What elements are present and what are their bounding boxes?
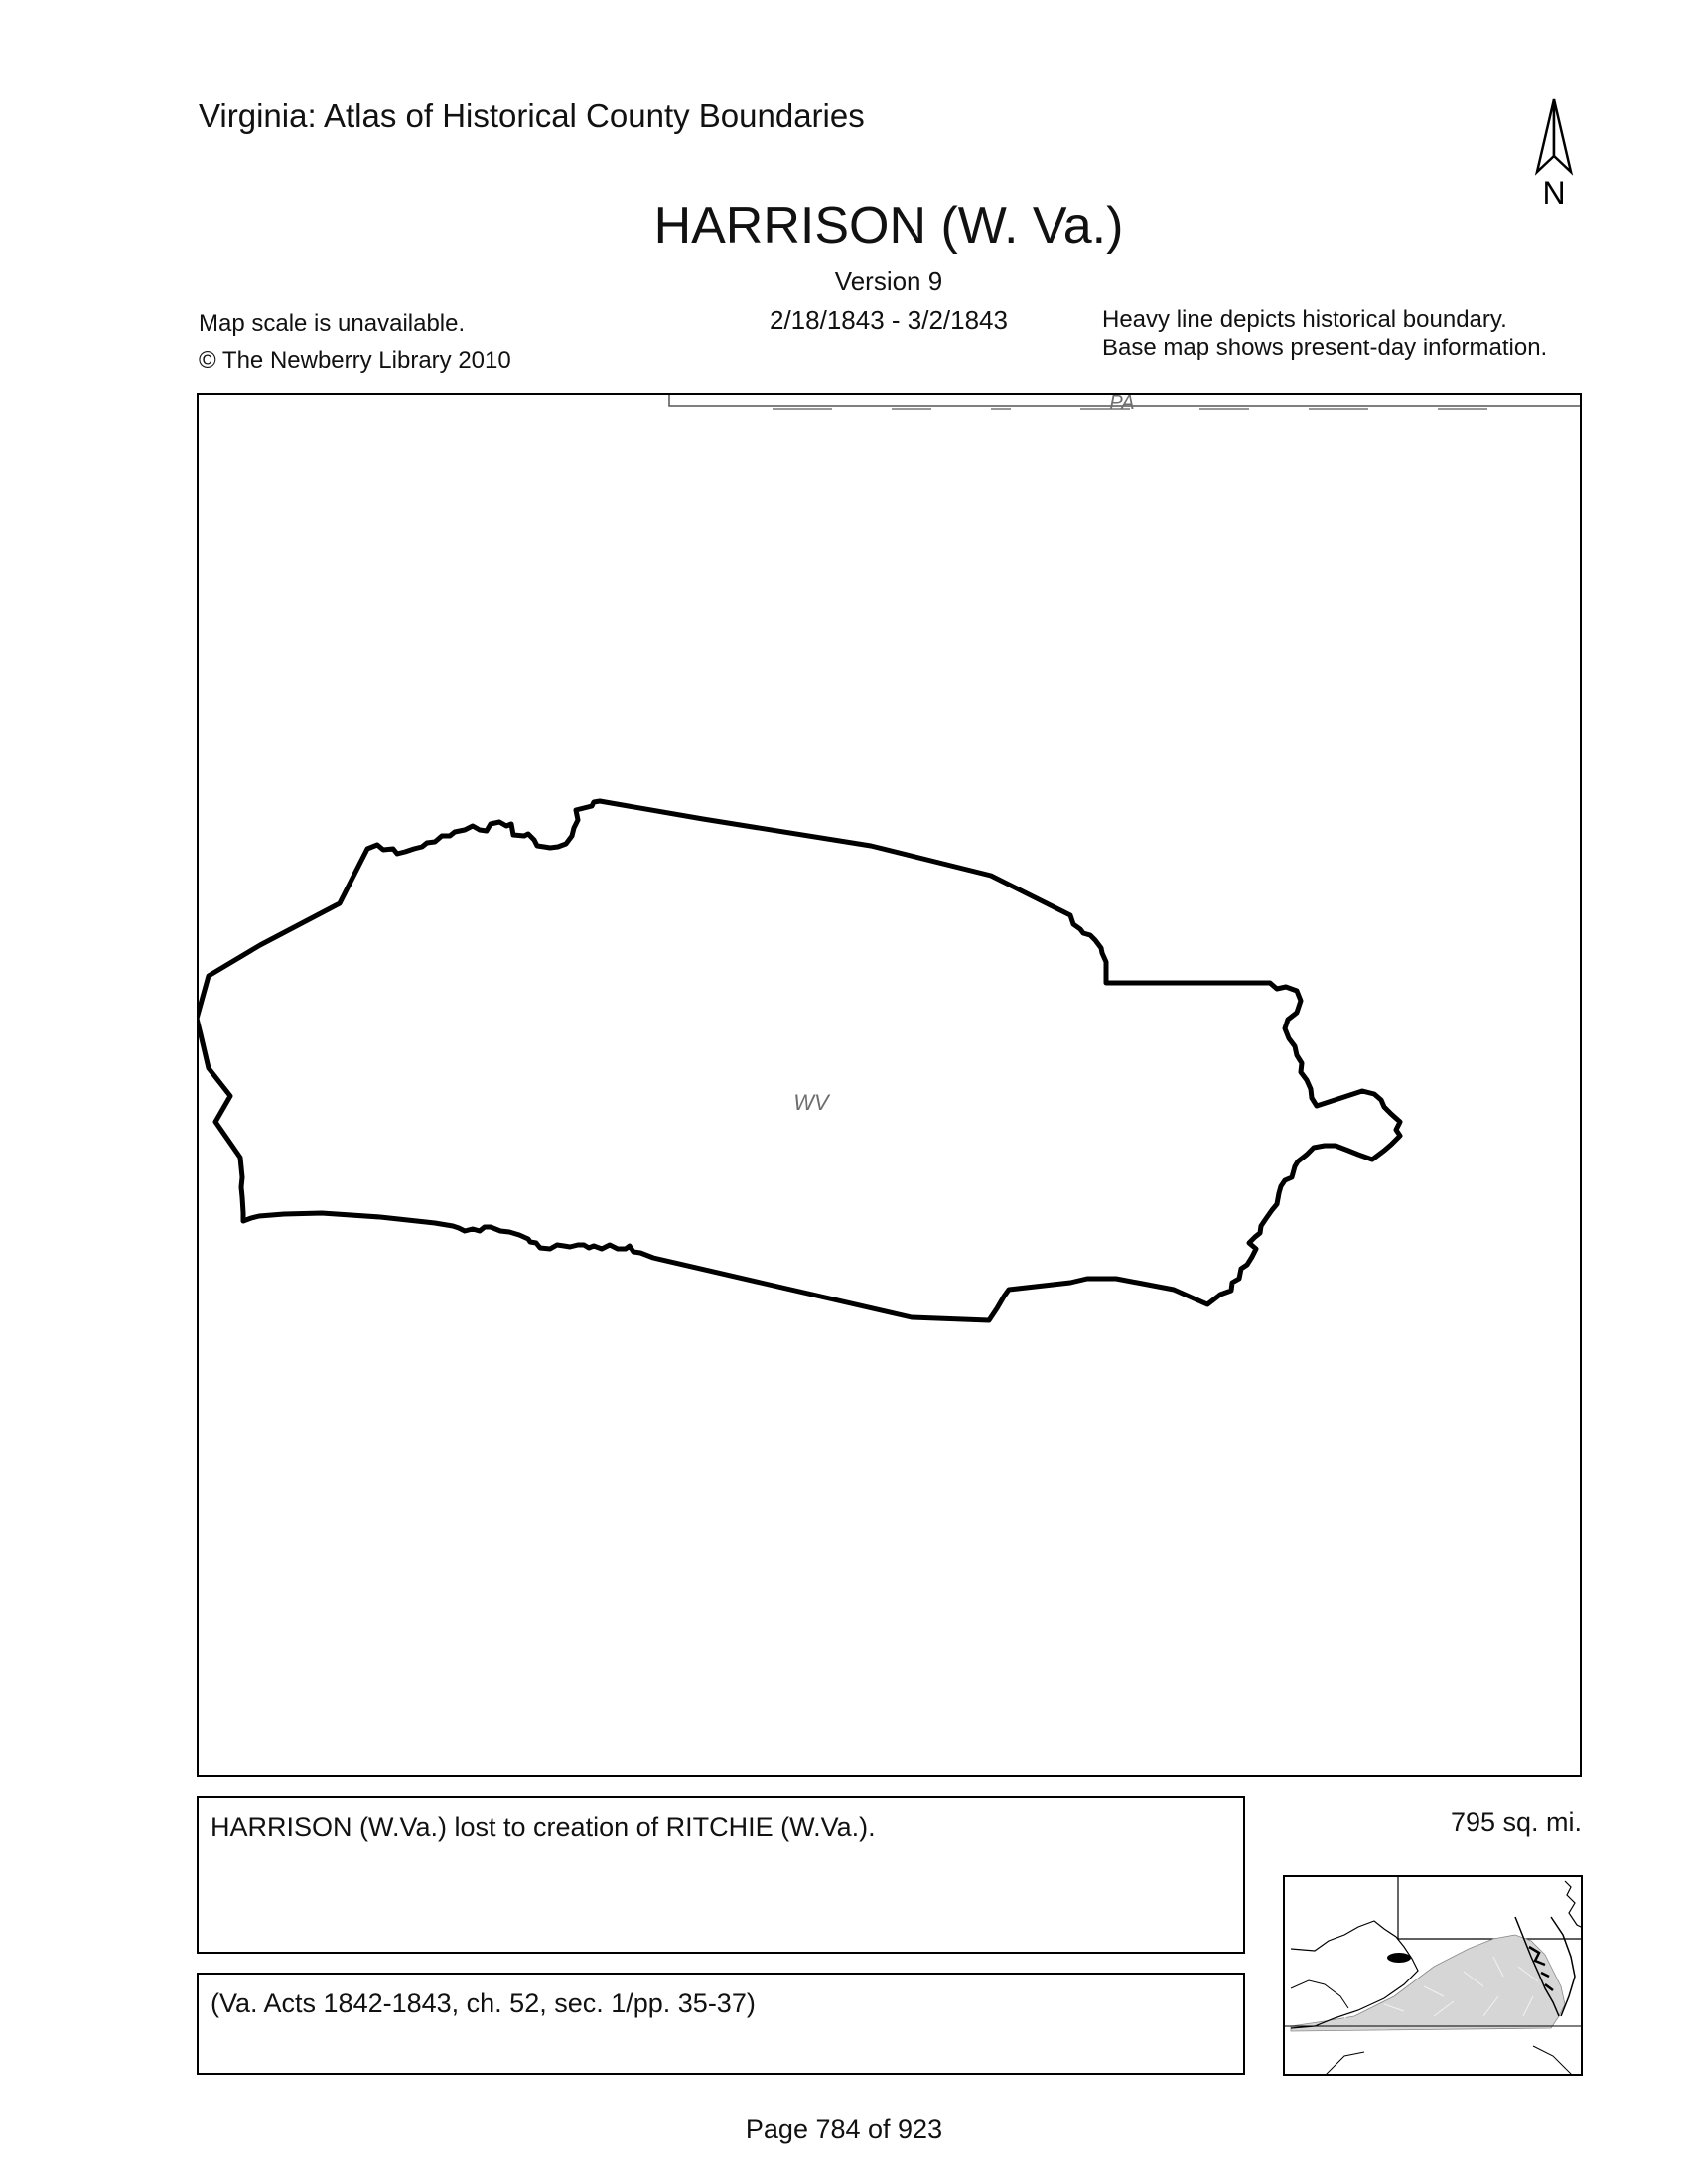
harrison-locator-mark xyxy=(1387,1953,1411,1963)
locator-inset-map xyxy=(1283,1875,1583,2076)
date-range: 2/18/1843 - 3/2/1843 xyxy=(770,305,1008,335)
north-label: N xyxy=(1542,175,1566,208)
page-title: HARRISON (W. Va.) xyxy=(653,198,1124,255)
legend-line-1: Heavy line depicts historical boundary. xyxy=(1102,306,1507,333)
citation: (Va. Acts 1842-1843, ch. 52, sec. 1/pp. 35-37) xyxy=(197,1973,1245,2075)
legend xyxy=(1102,305,1547,362)
atlas-title: Virginia: Atlas of Historical County Boundaries xyxy=(199,97,865,134)
map-frame xyxy=(197,393,1582,1777)
version-label: Version 9 xyxy=(834,266,943,296)
copyright-note: © The Newberry Library 2010 xyxy=(199,347,511,374)
pa-label: PA xyxy=(1109,393,1135,414)
north-arrow-icon xyxy=(1519,94,1589,208)
scale-note: Map scale is unavailable. xyxy=(199,310,466,337)
legend-line-2: Base map shows present-day information. xyxy=(1102,335,1548,361)
change-note: HARRISON (W.Va.) lost to creation of RITCHIE (W.Va.). xyxy=(197,1796,1245,1954)
area-label: 795 sq. mi. xyxy=(1450,1807,1582,1837)
page-number: Page 784 of 923 xyxy=(745,2115,943,2144)
locator-map xyxy=(1285,1877,1583,2076)
virginia-shape xyxy=(1291,1935,1565,2031)
state-label: WV xyxy=(793,1090,829,1115)
